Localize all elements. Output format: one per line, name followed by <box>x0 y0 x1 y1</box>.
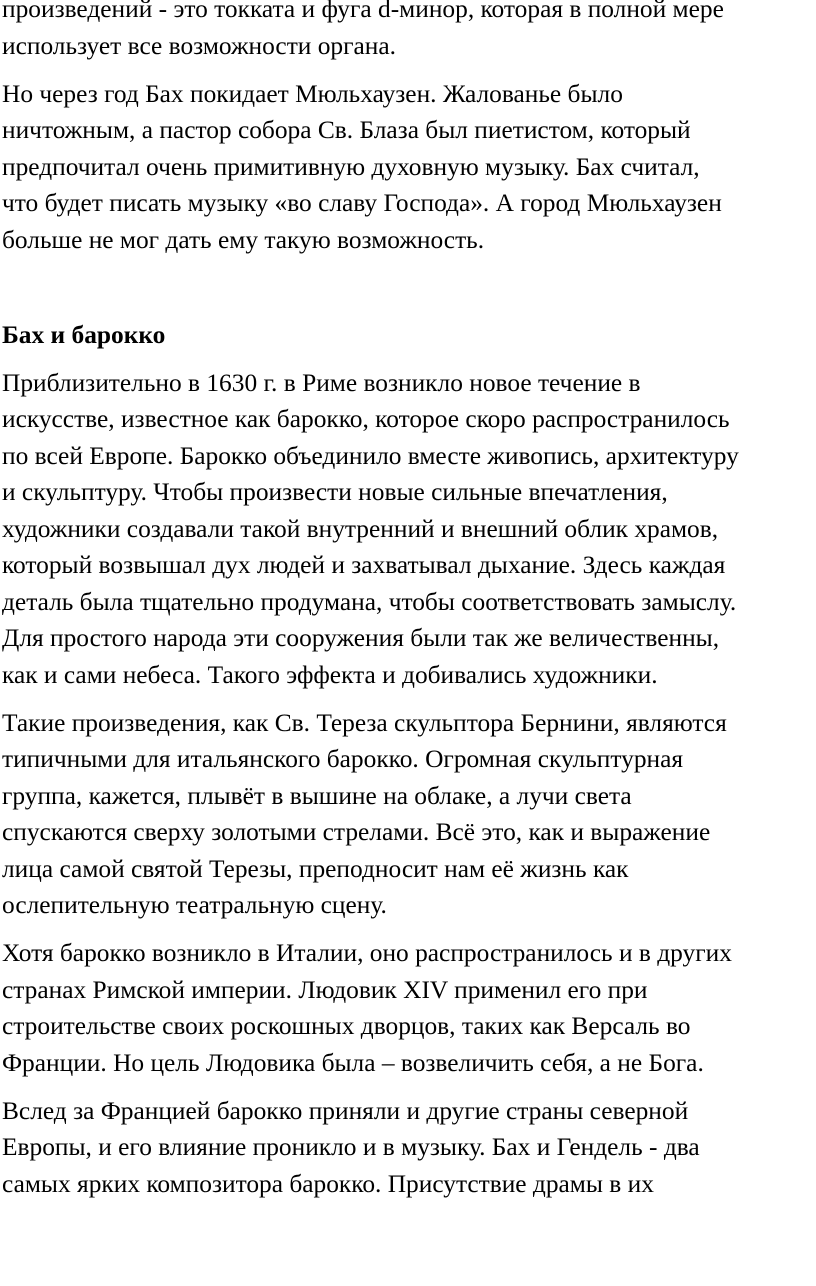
text-line: группа, кажется, плывёт в вышине на облаке, а лучи света <box>2 781 632 810</box>
text-line: странах Римской империи. Людовик XIV применил его при <box>2 975 648 1004</box>
text-line: Для простого народа эти сооружения были так же величественны, <box>2 624 720 652</box>
paragraph-northern-europe <box>2 1093 814 1203</box>
paragraph-bernini <box>2 705 814 924</box>
text-line: Вслед за Францией барокко приняли и другие страны северной <box>2 1096 689 1125</box>
text-line: спускаются сверху золотыми стрелами. Всё это, как и выражение <box>2 818 711 846</box>
text-line: деталь была тщательно продумана, чтобы соответствовать замыслу. <box>2 587 737 616</box>
text-line: ничтожным, а пастор собора Св. Блаза был пиетистом, который <box>2 116 691 144</box>
text-line: Приблизительно в 1630 г. в Риме возникло новое течение в <box>2 368 641 397</box>
paragraph-muhlhausen <box>2 76 814 259</box>
text-line: искусстве, известное как барокко, которое скоро распространилось <box>2 405 730 433</box>
paragraph-louis-xiv <box>2 935 814 1081</box>
text-line: лица самой святой Терезы, преподносит нам её жизнь как <box>2 854 629 883</box>
paragraph-baroque-origin <box>2 365 814 694</box>
text-line: по всей Европе. Барокко объединило вместе живопись, архитектуру <box>2 441 739 470</box>
text-line: который возвышал дух людей и захватывал дыхание. Здесь каждая <box>2 551 726 579</box>
text-line: художники создавали такой внутренний и внешний облик храмов, <box>2 514 719 543</box>
text-line: больше не мог дать ему такую возможность. <box>2 225 485 254</box>
text-line: и скульптуру. Чтобы произвести новые сильные впечатления, <box>2 478 668 506</box>
text-line: что будет писать музыку «во славу Господа». А город Мюльхаузен <box>2 189 722 217</box>
blank-line <box>2 270 814 317</box>
text-line: Франции. Но цель Людовика была – возвеличить себя, а не Бога. <box>2 1048 704 1077</box>
paragraph-toccata <box>2 0 814 64</box>
text-line: Такие произведения, как Св. Тереза скульптора Бернини, являются <box>2 708 727 737</box>
text-line: как и сами небеса. Такого эффекта и добивались художники. <box>2 660 658 689</box>
section-heading: Бах и барокко <box>2 320 166 349</box>
text-line: типичными для итальянского барокко. Огромная скульптурная <box>2 745 684 773</box>
text-line: произведений - это токката и фуга d-минор, которая в полной мере <box>2 0 724 23</box>
text-line: ослепительную театральную сцену. <box>2 891 387 919</box>
text-line: Хотя барокко возникло в Италии, оно распространилось и в других <box>2 939 732 967</box>
text-line: самых ярких композитора барокко. Присутствие драмы в их <box>2 1169 654 1198</box>
text-line: строительстве своих роскошных дворцов, таких как Версаль во <box>2 1012 691 1040</box>
text-line: использует все возможности органа. <box>2 31 397 60</box>
text-line: Но через год Бах покидает Мюльхаузен. Жалованье было <box>2 79 623 108</box>
text-line: Европы, и его влияние проникло и в музыку. Бах и Гендель - два <box>2 1133 700 1161</box>
text-line: предпочитал очень примитивную духовную музыку. Бах считал, <box>2 152 700 181</box>
